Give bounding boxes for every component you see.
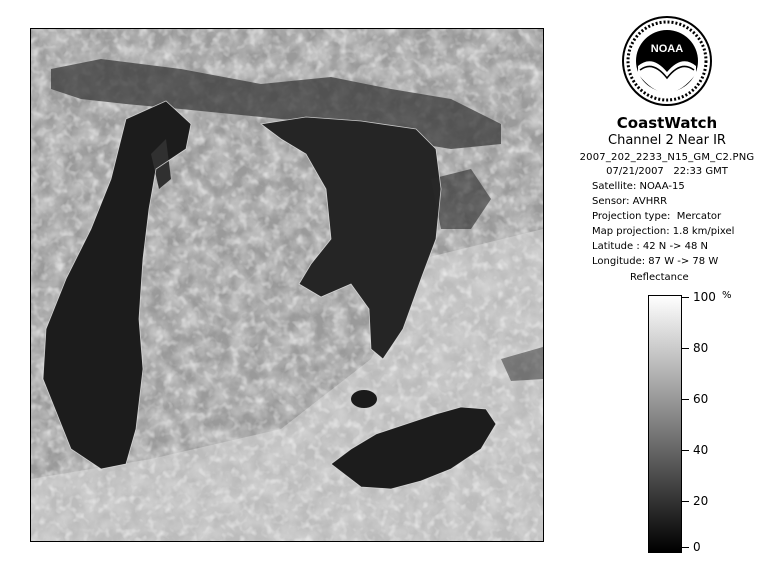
longitude: Longitude: 87 W -> 78 W <box>592 256 719 267</box>
date-time <box>556 166 778 177</box>
tick-label: 20 <box>693 494 709 508</box>
lake-st-clair <box>351 390 377 408</box>
tick-label: 80 <box>693 341 709 355</box>
colorbar-unit: % <box>722 290 732 301</box>
colorbar-tick <box>681 494 708 508</box>
latitude: Latitude : 42 N -> 48 N <box>592 241 708 252</box>
panel-subtitle: Channel 2 Near IR <box>608 133 726 148</box>
noaa-logo-label: NOAA <box>650 43 684 55</box>
colorbar <box>648 295 682 553</box>
date: 07/21/2007 <box>606 166 664 177</box>
metadata-list <box>556 181 778 267</box>
colorbar-title: Reflectance <box>630 272 689 283</box>
info-panel <box>556 112 778 271</box>
panel-title: CoastWatch <box>616 114 718 132</box>
colorbar-tick <box>681 392 708 406</box>
tick-label: 40 <box>693 443 709 457</box>
sensor: Sensor: AVHRR <box>592 196 668 207</box>
projection-type: Projection type: Mercator <box>592 211 722 222</box>
tick-label: 100 <box>693 290 716 304</box>
colorbar-tick <box>681 290 716 304</box>
filename: 2007_202_2233_N15_GM_C2.PNG <box>579 152 755 163</box>
time: 22:33 GMT <box>673 166 728 177</box>
tick-label: 0 <box>693 540 701 554</box>
map-projection: Map projection: 1.8 km/pixel <box>592 226 735 237</box>
great-lakes-map <box>31 29 543 541</box>
tick-label: 60 <box>693 392 709 406</box>
satellite-image <box>30 28 544 542</box>
colorbar-tick <box>681 443 708 457</box>
colorbar-tick <box>681 540 701 554</box>
satellite: Satellite: NOAA-15 <box>592 181 685 192</box>
colorbar-tick <box>681 341 708 355</box>
noaa-logo <box>620 14 714 108</box>
